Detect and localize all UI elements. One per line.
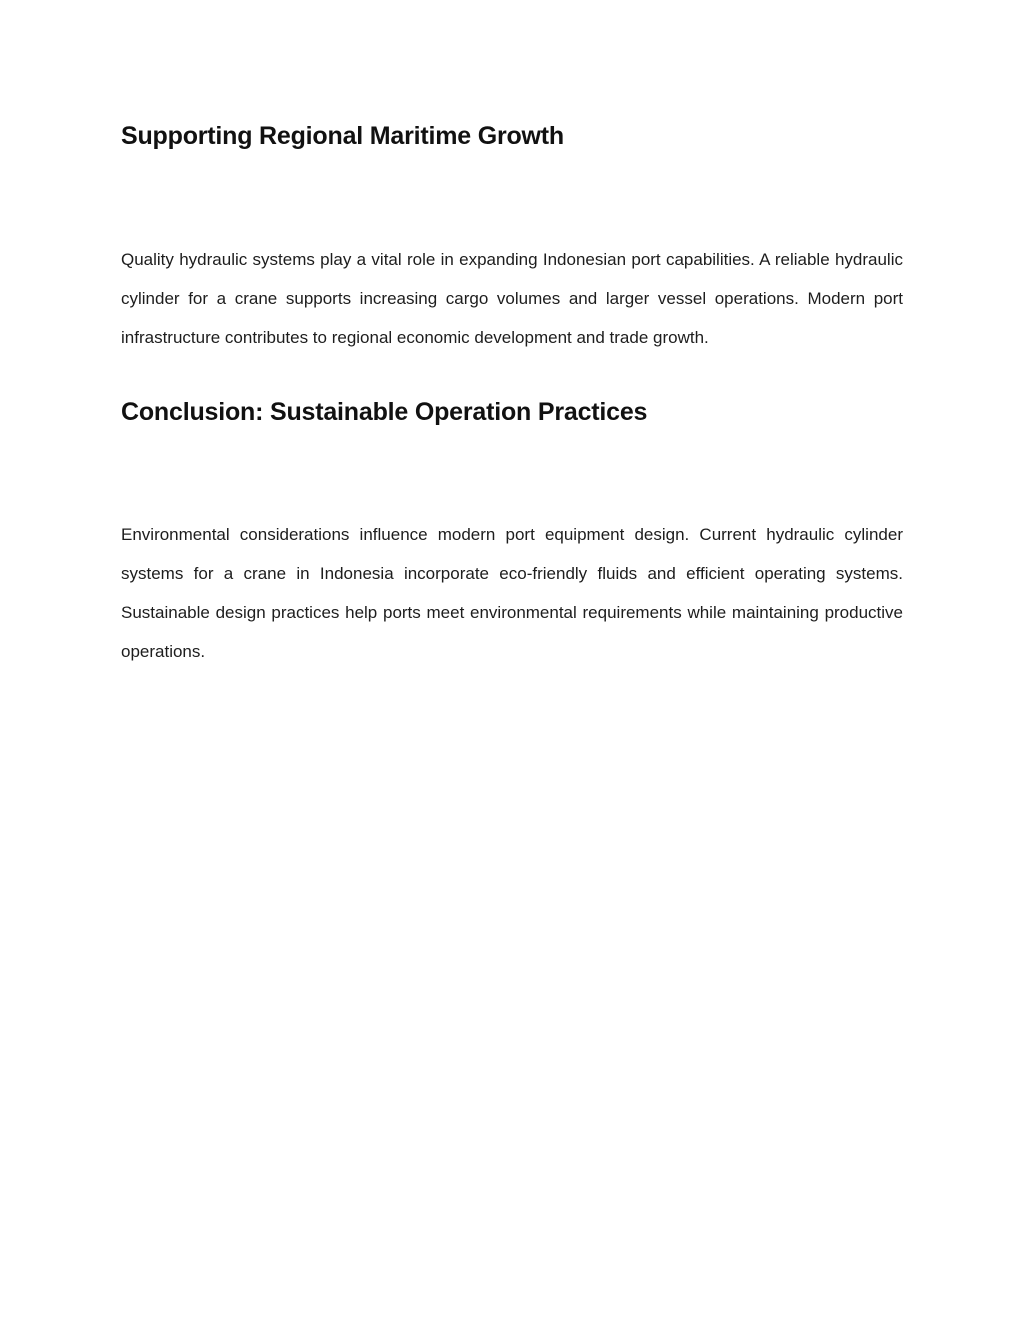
section-paragraph-conclusion: [121, 515, 903, 671]
section-heading-regional-growth: [121, 120, 903, 152]
paragraph-text: Quality hydraulic systems play a vital role in expanding Indonesian port capabilities. A reliable hydraulic cylinder for a crane supports increasing cargo volumes and larger vessel operations. Modern port infrastructure contributes to regional economic development and trade growth.: [121, 250, 903, 347]
section-heading-conclusion: [121, 396, 903, 428]
paragraph-text: Environmental considerations influence modern port equipment design. Current hydraulic cylinder systems for a crane in Indonesia incorporate eco-friendly fluids and efficient operating systems. Sustainable design practices help ports meet environmental requirements while maintaining productive operations.: [121, 525, 903, 661]
section-paragraph-regional-growth: [121, 240, 903, 357]
heading-text: Supporting Regional Maritime Growth: [121, 122, 565, 150]
heading-text: Conclusion: Sustainable Operation Practices: [121, 398, 648, 426]
